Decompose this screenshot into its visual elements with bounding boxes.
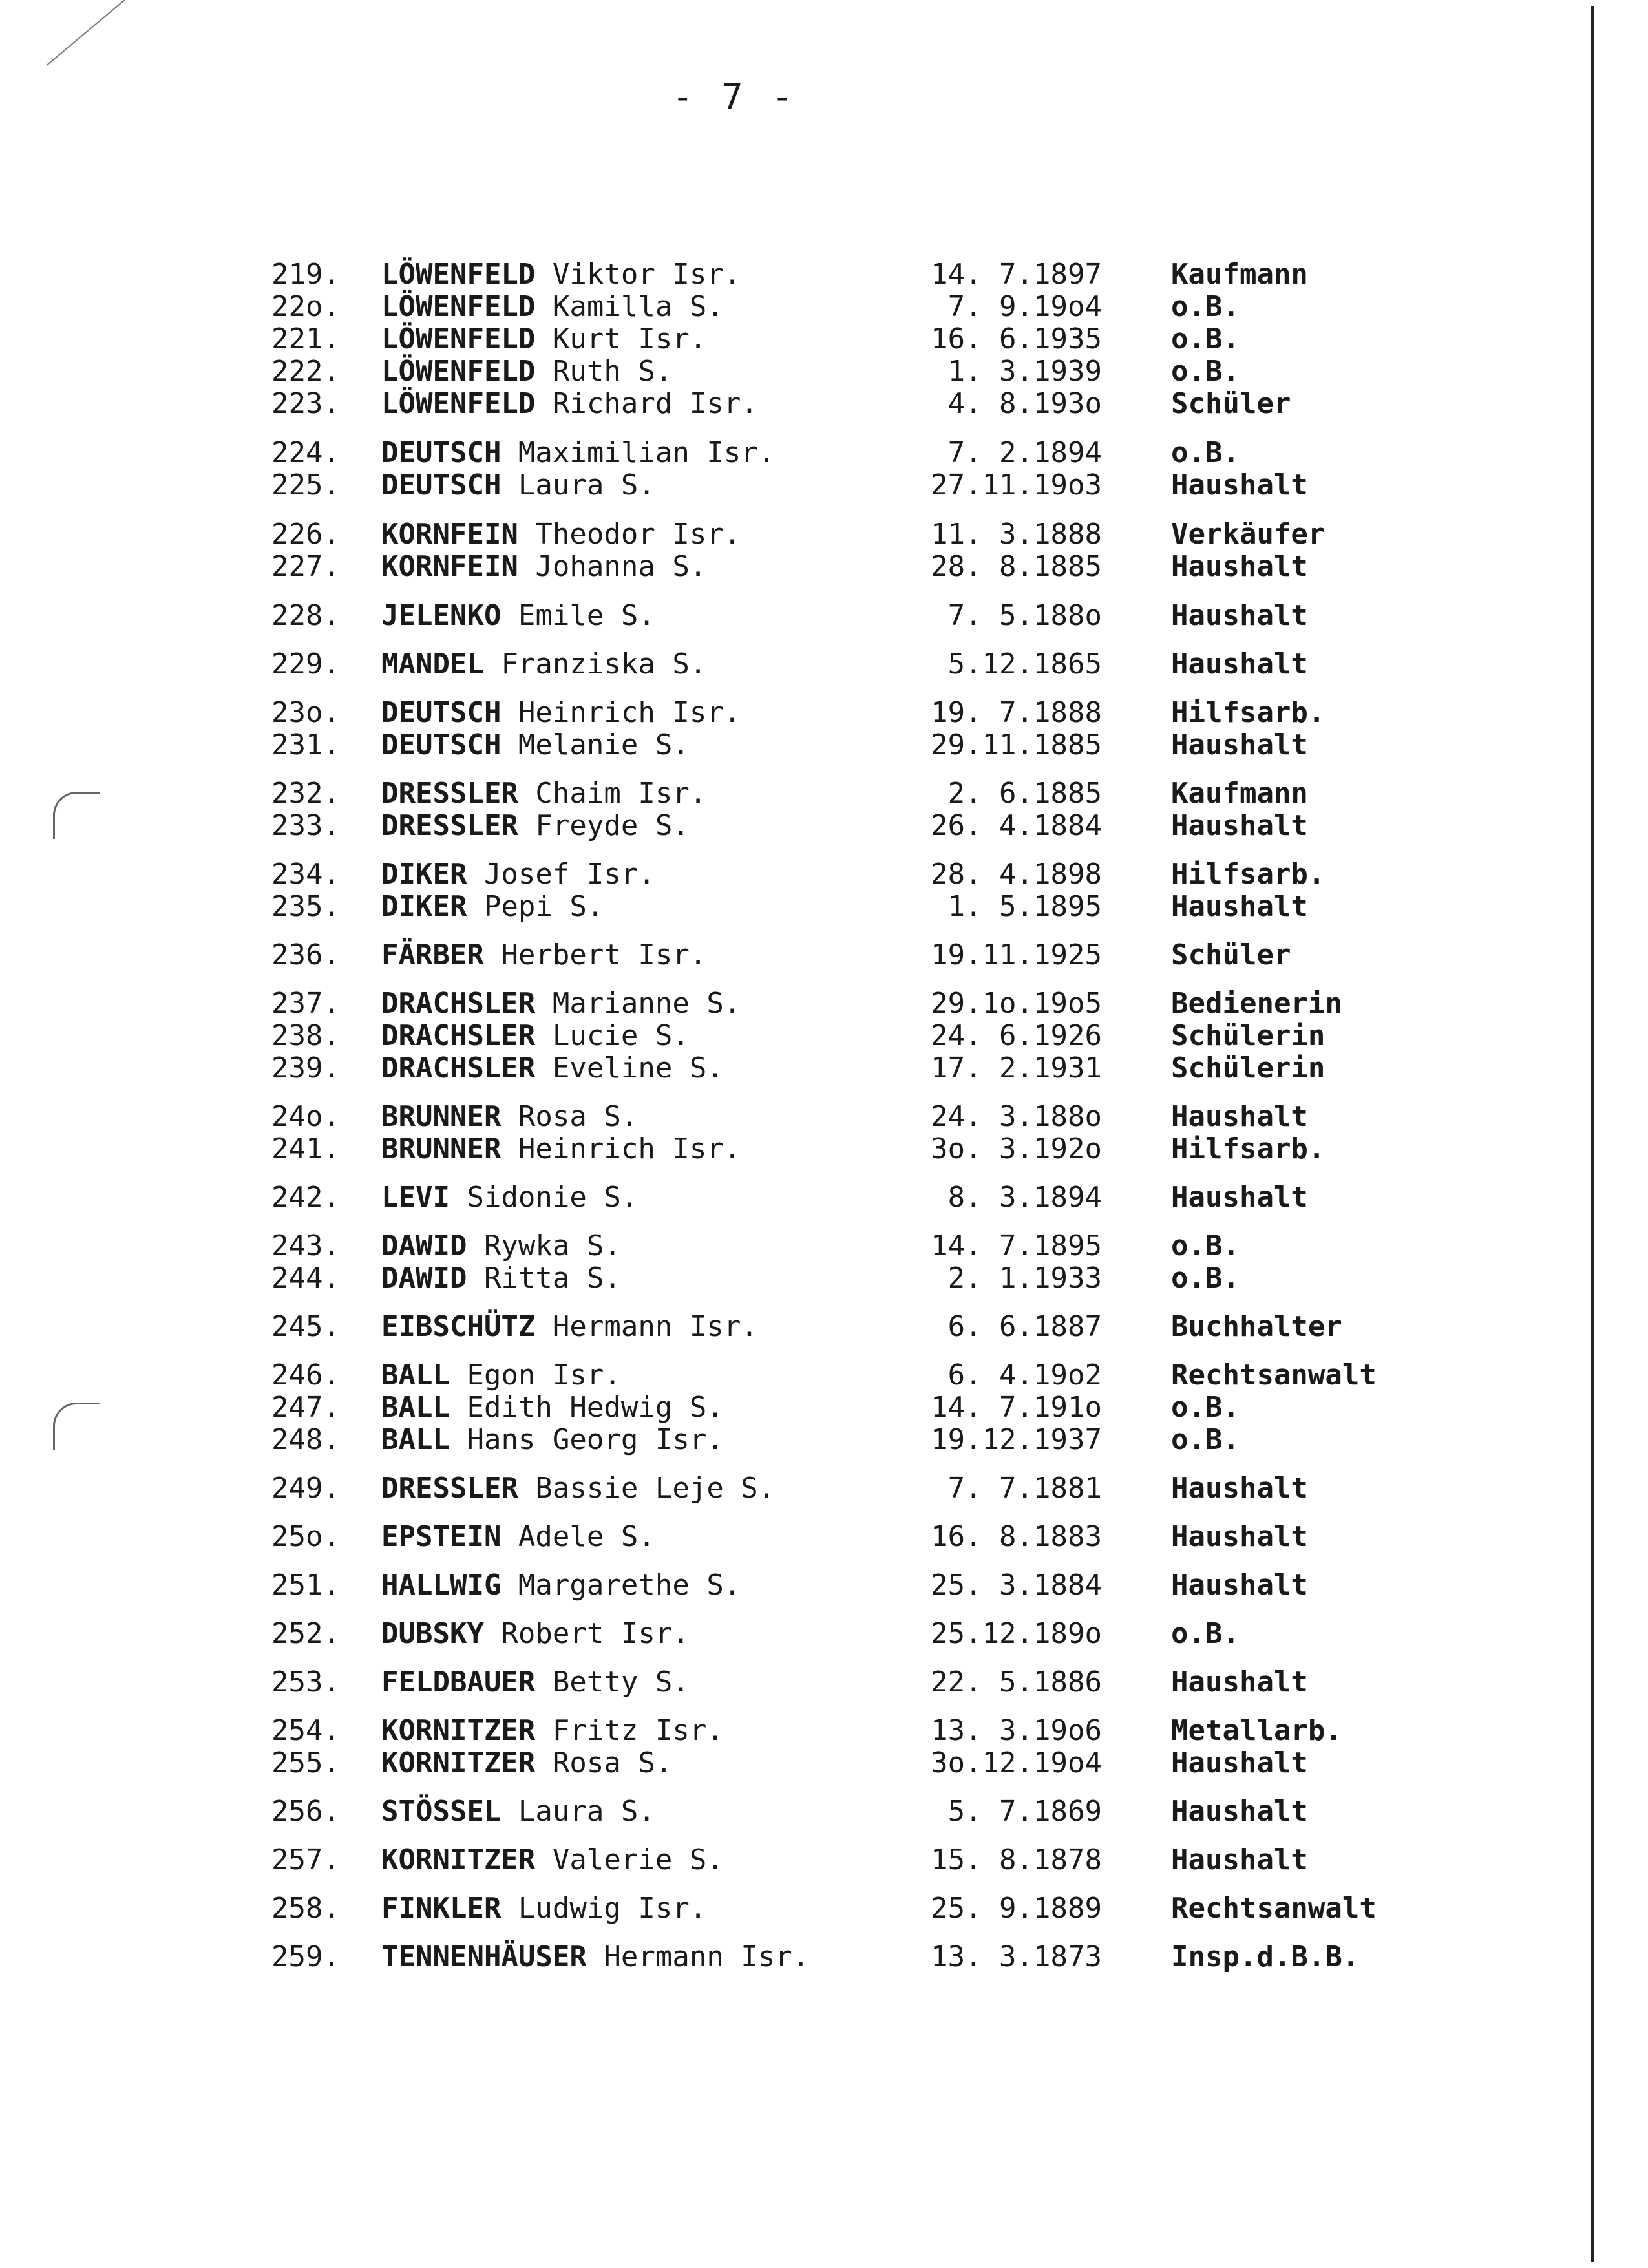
- birth-date: 19.12.1937: [931, 1423, 1102, 1456]
- occupation: Haushalt: [1171, 1100, 1308, 1133]
- surname: LÖWENFELD: [381, 290, 536, 323]
- given-name: Melanie S.: [501, 728, 690, 761]
- entry-number: 229.: [271, 648, 340, 681]
- person-name: [381, 323, 706, 355]
- given-name: Johanna S.: [518, 550, 707, 583]
- given-name: Fritz Isr.: [535, 1714, 724, 1747]
- surname: JELENKO: [381, 599, 502, 632]
- person-name: [381, 648, 706, 681]
- person-name: [381, 1715, 724, 1747]
- person-name: [381, 1521, 655, 1553]
- entry-number: 237.: [271, 987, 340, 1020]
- entry-number: 233.: [271, 809, 340, 842]
- entry-number: 243.: [271, 1229, 340, 1262]
- surname: LÖWENFELD: [381, 258, 536, 291]
- page-number: - 7 -: [672, 76, 797, 117]
- surname: EPSTEIN: [381, 1520, 502, 1553]
- birth-date: 22. 5.1886: [931, 1666, 1102, 1699]
- given-name: Valerie S.: [535, 1843, 724, 1876]
- occupation: Schülerin: [1171, 1019, 1326, 1052]
- occupation: o.B.: [1171, 1617, 1240, 1650]
- person-name: [381, 1182, 638, 1214]
- person-name: [381, 600, 655, 632]
- person-name: [381, 778, 706, 810]
- surname: DEUTSCH: [381, 728, 502, 761]
- birth-date: 24. 3.188o: [931, 1100, 1102, 1133]
- occupation: Haushalt: [1171, 599, 1308, 632]
- given-name: Maximilian Isr.: [501, 436, 776, 469]
- entry-number: 257.: [271, 1843, 340, 1876]
- entry-number: 231.: [271, 728, 340, 761]
- occupation: Haushalt: [1171, 1181, 1308, 1214]
- birth-date: 2. 1.1933: [947, 1262, 1102, 1295]
- person-name: [381, 1747, 672, 1779]
- entry-number: 259.: [271, 1940, 340, 1973]
- entry-number: 255.: [271, 1746, 340, 1779]
- birth-date: 19. 7.1888: [931, 696, 1102, 729]
- birth-date: 4. 8.193o: [947, 387, 1102, 420]
- given-name: Theodor Isr.: [518, 518, 741, 551]
- birth-date: 27.11.19o3: [931, 469, 1102, 502]
- occupation: Verkäufer: [1171, 518, 1326, 551]
- given-name: Heinrich Isr.: [501, 696, 741, 729]
- surname: FELDBAUER: [381, 1666, 536, 1699]
- occupation: Haushalt: [1171, 809, 1308, 842]
- birth-date: 25.12.189o: [931, 1617, 1102, 1650]
- person-name: [381, 891, 604, 923]
- occupation: Kaufmann: [1171, 258, 1308, 291]
- surname: DRESSLER: [381, 809, 518, 842]
- birth-date: 5. 7.1869: [947, 1795, 1102, 1828]
- person-name: [381, 259, 741, 291]
- entry-number: 246.: [271, 1359, 340, 1392]
- surname: KORNITZER: [381, 1746, 536, 1779]
- birth-date: 14. 7.191o: [931, 1391, 1102, 1424]
- person-name: [381, 1618, 690, 1650]
- given-name: Ruth S.: [535, 355, 673, 388]
- surname: BRUNNER: [381, 1100, 502, 1133]
- given-name: Betty S.: [535, 1666, 690, 1699]
- given-name: Franziska S.: [483, 648, 707, 681]
- occupation: Haushalt: [1171, 890, 1308, 923]
- person-name: [381, 697, 741, 729]
- surname: DRACHSLER: [381, 1052, 536, 1085]
- entry-number: 219.: [271, 258, 340, 291]
- surname: BALL: [381, 1359, 450, 1392]
- birth-date: 17. 2.1931: [931, 1052, 1102, 1085]
- birth-date: 1. 3.1939: [947, 355, 1102, 388]
- occupation: o.B.: [1171, 323, 1240, 355]
- occupation: Haushalt: [1171, 728, 1308, 761]
- person-name: [381, 1424, 724, 1456]
- entry-number: 232.: [271, 777, 340, 810]
- person-name: [381, 1020, 690, 1052]
- given-name: Josef Isr.: [467, 858, 655, 891]
- entry-number: 221.: [271, 323, 340, 355]
- entry-number: 23o.: [271, 696, 340, 729]
- entry-number: 22o.: [271, 290, 340, 323]
- surname: MANDEL: [381, 648, 484, 681]
- given-name: Ritta S.: [467, 1262, 621, 1295]
- given-name: Sidonie S.: [449, 1181, 639, 1214]
- entry-number: 248.: [271, 1423, 340, 1456]
- person-name: [381, 551, 706, 583]
- surname: DUBSKY: [381, 1617, 484, 1650]
- surname: BALL: [381, 1391, 450, 1424]
- person-name: [381, 388, 758, 420]
- person-name: [381, 355, 672, 388]
- surname: DEUTSCH: [381, 469, 502, 502]
- surname: DRACHSLER: [381, 1019, 536, 1052]
- occupation: Haushalt: [1171, 1746, 1308, 1779]
- given-name: Egon Isr.: [449, 1359, 621, 1392]
- birth-date: 2. 6.1885: [947, 777, 1102, 810]
- occupation: o.B.: [1171, 436, 1240, 469]
- entry-number: 254.: [271, 1714, 340, 1747]
- entry-number: 24o.: [271, 1100, 340, 1133]
- birth-date: 1. 5.1895: [947, 890, 1102, 923]
- surname: KORNITZER: [381, 1843, 536, 1876]
- birth-date: 5.12.1865: [947, 648, 1102, 681]
- given-name: Herbert Isr.: [483, 938, 707, 971]
- given-name: Laura S.: [501, 469, 655, 502]
- birth-date: 8. 3.1894: [947, 1181, 1102, 1214]
- occupation: Haushalt: [1171, 1520, 1308, 1553]
- birth-date: 13. 3.19o6: [931, 1714, 1102, 1747]
- punch-hole: [53, 1403, 100, 1450]
- occupation: Rechtsanwalt: [1171, 1359, 1377, 1392]
- given-name: Hermann Isr.: [586, 1940, 810, 1973]
- surname: LEVI: [381, 1181, 450, 1214]
- person-name: [381, 1262, 621, 1295]
- given-name: Rosa S.: [535, 1746, 673, 1779]
- birth-date: 26. 4.1884: [931, 809, 1102, 842]
- birth-date: 7. 5.188o: [947, 599, 1102, 632]
- given-name: Ludwig Isr.: [501, 1892, 707, 1925]
- birth-date: 28. 8.1885: [931, 550, 1102, 583]
- occupation: Haushalt: [1171, 1569, 1308, 1602]
- person-name: [381, 1941, 809, 1973]
- birth-date: 24. 6.1926: [931, 1019, 1102, 1052]
- occupation: Hilfsarb.: [1171, 858, 1326, 891]
- given-name: Eveline S.: [535, 1052, 724, 1085]
- birth-date: 3o.12.19o4: [931, 1746, 1102, 1779]
- surname: DEUTSCH: [381, 696, 502, 729]
- occupation: Bedienerin: [1171, 987, 1342, 1020]
- occupation: Hilfsarb.: [1171, 1132, 1326, 1165]
- surname: STÖSSEL: [381, 1795, 502, 1828]
- person-name: [381, 1796, 655, 1828]
- surname: TENNENHÄUSER: [381, 1940, 587, 1973]
- given-name: Viktor Isr.: [535, 258, 741, 291]
- entry-number: 244.: [271, 1262, 340, 1295]
- entry-number: 258.: [271, 1892, 340, 1925]
- given-name: Chaim Isr.: [518, 777, 707, 810]
- person-name: [381, 1311, 758, 1343]
- surname: DRACHSLER: [381, 987, 536, 1020]
- birth-date: 29.1o.19o5: [931, 987, 1102, 1020]
- punch-hole: [53, 792, 100, 839]
- occupation: o.B.: [1171, 1423, 1240, 1456]
- birth-date: 13. 3.1873: [931, 1940, 1102, 1973]
- occupation: Haushalt: [1171, 1472, 1308, 1505]
- person-name: [381, 810, 690, 842]
- birth-date: 6. 4.19o2: [947, 1359, 1102, 1392]
- occupation: o.B.: [1171, 290, 1240, 323]
- entry-number: 247.: [271, 1391, 340, 1424]
- surname: EIBSCHÜTZ: [381, 1310, 536, 1343]
- entry-number: 234.: [271, 858, 340, 891]
- occupation: Haushalt: [1171, 1795, 1308, 1828]
- person-name: [381, 291, 724, 323]
- surname: DIKER: [381, 890, 467, 923]
- birth-date: 19.11.1925: [931, 938, 1102, 971]
- birth-date: 7. 9.19o4: [947, 290, 1102, 323]
- person-name: [381, 1392, 724, 1424]
- occupation: Haushalt: [1171, 469, 1308, 502]
- given-name: Pepi S.: [467, 890, 604, 923]
- given-name: Emile S.: [501, 599, 655, 632]
- given-name: Kurt Isr.: [535, 323, 707, 355]
- surname: DRESSLER: [381, 1472, 518, 1505]
- person-name: [381, 1844, 724, 1876]
- entry-number: 228.: [271, 599, 340, 632]
- occupation: o.B.: [1171, 1262, 1240, 1295]
- person-name: [381, 1666, 690, 1699]
- entry-number: 245.: [271, 1310, 340, 1343]
- occupation: Haushalt: [1171, 648, 1308, 681]
- surname: DIKER: [381, 858, 467, 891]
- birth-date: 16. 8.1883: [931, 1520, 1102, 1553]
- birth-date: 3o. 3.192o: [931, 1132, 1102, 1165]
- surname: DAWID: [381, 1262, 467, 1295]
- given-name: Rywka S.: [467, 1229, 621, 1262]
- given-name: Hans Georg Isr.: [449, 1423, 724, 1456]
- occupation: Schüler: [1171, 387, 1291, 420]
- given-name: Marianne S.: [535, 987, 741, 1020]
- entry-number: 25o.: [271, 1520, 340, 1553]
- given-name: Richard Isr.: [535, 387, 758, 420]
- person-name: [381, 988, 741, 1020]
- surname: DEUTSCH: [381, 436, 502, 469]
- birth-date: 11. 3.1888: [931, 518, 1102, 551]
- given-name: Lucie S.: [535, 1019, 690, 1052]
- person-name: [381, 1569, 741, 1602]
- entry-number: 236.: [271, 938, 340, 971]
- person-name: [381, 1359, 621, 1392]
- surname: BALL: [381, 1423, 450, 1456]
- birth-date: 29.11.1885: [931, 728, 1102, 761]
- person-name: [381, 1472, 775, 1505]
- person-name: [381, 1052, 724, 1085]
- fold-line: [47, 0, 142, 66]
- person-name: [381, 437, 775, 469]
- birth-date: 28. 4.1898: [931, 858, 1102, 891]
- given-name: Hermann Isr.: [535, 1310, 758, 1343]
- occupation: Insp.d.B.B.: [1171, 1940, 1360, 1973]
- person-name: [381, 1133, 741, 1165]
- entry-number: 225.: [271, 469, 340, 502]
- entry-number: 235.: [271, 890, 340, 923]
- occupation: o.B.: [1171, 355, 1240, 388]
- birth-date: 25. 9.1889: [931, 1892, 1102, 1925]
- entry-number: 253.: [271, 1666, 340, 1699]
- entry-number: 227.: [271, 550, 340, 583]
- occupation: Schüler: [1171, 938, 1291, 971]
- person-name: [381, 469, 655, 502]
- entry-number: 222.: [271, 355, 340, 388]
- person-name: [381, 1892, 706, 1925]
- person-name: [381, 939, 706, 971]
- entry-number: 239.: [271, 1052, 340, 1085]
- birth-date: 14. 7.1897: [931, 258, 1102, 291]
- entry-number: 223.: [271, 387, 340, 420]
- entry-number: 256.: [271, 1795, 340, 1828]
- person-name: [381, 1230, 621, 1262]
- given-name: Freyde S.: [518, 809, 690, 842]
- page-edge: [1591, 6, 1594, 2262]
- surname: LÖWENFELD: [381, 355, 536, 388]
- entry-number: 251.: [271, 1569, 340, 1602]
- entry-number: 238.: [271, 1019, 340, 1052]
- surname: KORNITZER: [381, 1714, 536, 1747]
- given-name: Rosa S.: [501, 1100, 639, 1133]
- given-name: Heinrich Isr.: [501, 1132, 741, 1165]
- occupation: Buchhalter: [1171, 1310, 1342, 1343]
- birth-date: 14. 7.1895: [931, 1229, 1102, 1262]
- given-name: Robert Isr.: [483, 1617, 690, 1650]
- occupation: Haushalt: [1171, 1843, 1308, 1876]
- occupation: Kaufmann: [1171, 777, 1308, 810]
- surname: DAWID: [381, 1229, 467, 1262]
- given-name: Adele S.: [501, 1520, 655, 1553]
- occupation: Haushalt: [1171, 1666, 1308, 1699]
- birth-date: 25. 3.1884: [931, 1569, 1102, 1602]
- entry-number: 226.: [271, 518, 340, 551]
- entry-number: 241.: [271, 1132, 340, 1165]
- birth-date: 16. 6.1935: [931, 323, 1102, 355]
- given-name: Kamilla S.: [535, 290, 724, 323]
- surname: BRUNNER: [381, 1132, 502, 1165]
- surname: LÖWENFELD: [381, 387, 536, 420]
- surname: FÄRBER: [381, 938, 484, 971]
- surname: LÖWENFELD: [381, 323, 536, 355]
- occupation: Haushalt: [1171, 550, 1308, 583]
- entry-number: 252.: [271, 1617, 340, 1650]
- occupation: o.B.: [1171, 1391, 1240, 1424]
- given-name: Edith Hedwig S.: [449, 1391, 724, 1424]
- person-name: [381, 518, 741, 551]
- surname: DRESSLER: [381, 777, 518, 810]
- occupation: Rechtsanwalt: [1171, 1892, 1377, 1925]
- surname: KORNFEIN: [381, 550, 518, 583]
- entry-number: 249.: [271, 1472, 340, 1505]
- birth-date: 15. 8.1878: [931, 1843, 1102, 1876]
- occupation: Hilfsarb.: [1171, 696, 1326, 729]
- birth-date: 7. 2.1894: [947, 436, 1102, 469]
- birth-date: 6. 6.1887: [947, 1310, 1102, 1343]
- surname: FINKLER: [381, 1892, 502, 1925]
- person-name: [381, 858, 655, 891]
- entry-number: 224.: [271, 436, 340, 469]
- occupation: Schülerin: [1171, 1052, 1326, 1085]
- given-name: Margarethe S.: [501, 1569, 741, 1602]
- birth-date: 7. 7.1881: [947, 1472, 1102, 1505]
- surname: HALLWIG: [381, 1569, 502, 1602]
- entry-number: 242.: [271, 1181, 340, 1214]
- surname: KORNFEIN: [381, 518, 518, 551]
- occupation: Metallarb.: [1171, 1714, 1342, 1747]
- person-name: [381, 1101, 638, 1133]
- person-name: [381, 729, 690, 761]
- given-name: Bassie Leje S.: [518, 1472, 776, 1505]
- given-name: Laura S.: [501, 1795, 655, 1828]
- occupation: o.B.: [1171, 1229, 1240, 1262]
